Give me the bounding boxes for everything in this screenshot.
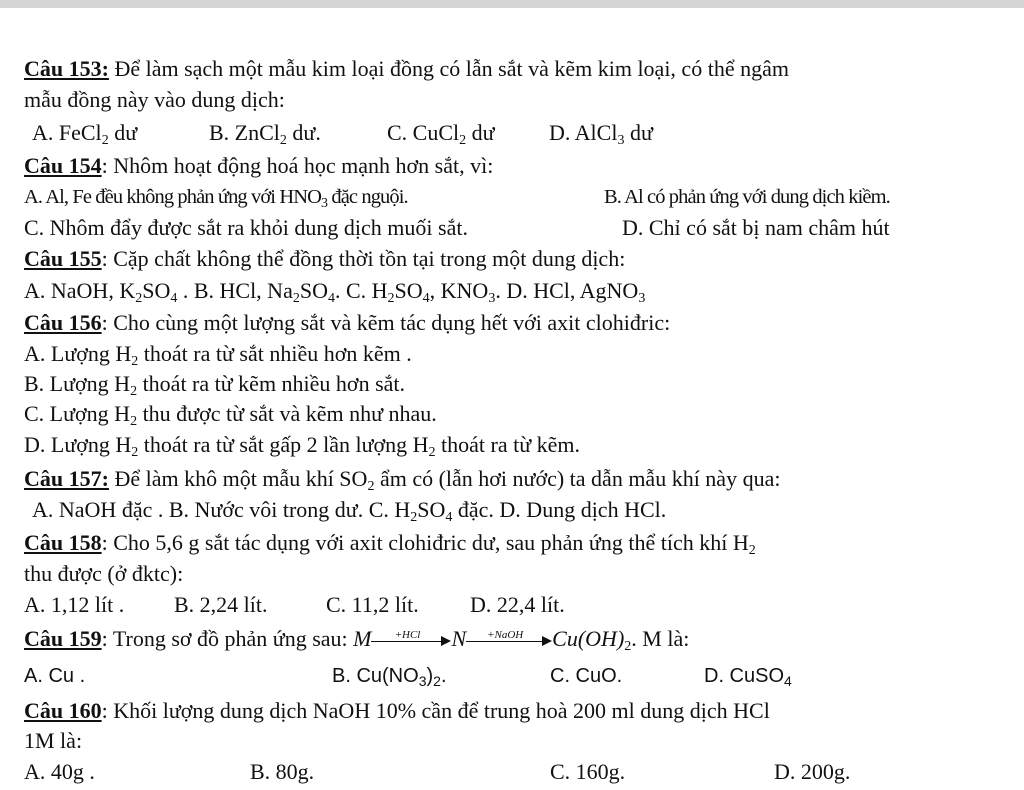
- q158-option-b[interactable]: B. 2,24 lít.: [174, 592, 268, 617]
- q156-option-b[interactable]: B. Lượng $H_2$ thoát ra từ kẽm nhiều hơn sắt.: [24, 371, 406, 399]
- q158-heading: Câu 158: [24, 530, 102, 555]
- q153-line-2: [24, 87, 285, 113]
- reaction-arrow-naoh: +NaOH: [466, 631, 552, 651]
- q154-option-c[interactable]: C. Nhôm đẩy được sắt ra khỏi dung dịch muối sắt.: [24, 215, 468, 240]
- q158-line-1: Câu 158: Cho 5,6 g sắt tác dụng với axit clohiđric dư, sau phản ứng thể tích khí $H_2$: [24, 530, 756, 558]
- q153-text: Để làm sạch một mẫu kim loại đồng có lẫn sắt và kẽm kim loại, có thể ngâm: [108, 56, 789, 81]
- q156-heading: Câu 156: [24, 310, 102, 335]
- q160-line-1: Câu 160: Khối lượng dung dịch NaOH 10% cần để trung hoà 200 ml dung dịch HCl: [24, 698, 770, 723]
- q159-line-1: Câu 159: Trong sơ đồ phản ứng sau: M +HCl N +NaOH $Cu(OH)_2$. M là:: [24, 626, 690, 654]
- q160-heading: Câu 160: [24, 698, 102, 723]
- q157-options[interactable]: A. NaOH đặc . B. Nước vôi trong dư. C. $H_2SO_4$ đặc. D. Dung dịch HCl.: [32, 497, 667, 525]
- q156-option-a[interactable]: A. Lượng $H_2$ thoát ra từ sắt nhiều hơn kẽm .: [24, 341, 412, 369]
- q156-option-c[interactable]: C. Lượng $H_2$ thu được từ sắt và kẽm như nhau.: [24, 401, 437, 429]
- q160-option-a[interactable]: A. 40g .: [24, 759, 95, 784]
- q155-option-b[interactable]: B. HCl, $Na_2SO_4$.: [193, 278, 346, 306]
- q155-options: [24, 278, 645, 304]
- q159-option-c[interactable]: C. CuO.: [550, 665, 623, 687]
- q155-line-1: Câu 155: Cặp chất không thể đồng thời tồn tại trong một dung dịch:: [24, 246, 626, 271]
- q154-option-d[interactable]: D. Chỉ có sắt bị nam châm hút: [622, 215, 890, 240]
- q155-option-a[interactable]: A. NaOH, $K_2SO_4$ .: [24, 278, 194, 306]
- q158-option-c[interactable]: C. 11,2 lít.: [326, 592, 419, 617]
- q160-option-c[interactable]: C. 160g.: [550, 759, 626, 784]
- q154-line-1: Câu 154: Nhôm hoạt động hoá học mạnh hơn sắt, vì:: [24, 153, 494, 178]
- q153-text-2: mẫu đồng này vào dung dịch:: [24, 87, 285, 112]
- q154-heading: Câu 154: [24, 153, 102, 178]
- q153-option-b[interactable]: B. ZnCl$_2$ dư.: [209, 120, 321, 148]
- reaction-arrow-hcl: +HCl: [371, 631, 451, 651]
- q155-heading: Câu 155: [24, 246, 102, 271]
- q160-line-2: 1M là:: [24, 728, 83, 753]
- q153-option-d[interactable]: D. AlCl$_3$ dư: [549, 120, 653, 148]
- reactant-m: M: [353, 626, 372, 651]
- q160-option-b[interactable]: B. 80g.: [250, 759, 315, 784]
- q158-option-d[interactable]: D. 22,4 lít.: [470, 592, 565, 617]
- q156-line-1: Câu 156: Cho cùng một lượng sắt và kẽm tác dụng hết với axit clohiđric:: [24, 310, 671, 335]
- q159-option-d[interactable]: D. CuSO$_4$: [704, 665, 792, 689]
- q156-option-d[interactable]: D. Lượng $H_2$ thoát ra từ sắt gấp 2 lần lượng $H_2$ thoát ra từ kẽm.: [24, 432, 581, 460]
- q153-heading: Câu 153:: [24, 56, 109, 81]
- q158-option-a[interactable]: A. 1,12 lít .: [24, 592, 125, 617]
- top-border: [0, 0, 1024, 8]
- q159-option-a[interactable]: A. Cu .: [24, 665, 86, 687]
- q155-option-d[interactable]: D. HCl, AgNO$_3$: [506, 278, 646, 306]
- q159-option-b[interactable]: B. $Cu(NO_3)_2$.: [332, 665, 447, 689]
- product-cu-oh: Cu(OH): [552, 626, 625, 651]
- intermediate-n: N: [451, 626, 467, 651]
- q154-option-b[interactable]: B. Al có phản ứng với dung dịch kiềm.: [604, 186, 890, 208]
- q157-heading: Câu 157:: [24, 466, 109, 491]
- q155-option-c[interactable]: C. $H_2SO_4$, $KNO_3$.: [345, 278, 507, 306]
- q160-option-d[interactable]: D. 200g.: [774, 759, 851, 784]
- q159-heading: Câu 159: [24, 626, 102, 651]
- q153-line-1: [24, 56, 789, 82]
- q158-line-2: thu được (ở đktc):: [24, 561, 184, 586]
- q153-option-c[interactable]: C. CuCl$_2$ dư: [387, 120, 495, 148]
- q153-option-a[interactable]: A. FeCl$_2$ dư: [32, 120, 138, 148]
- q154-option-a[interactable]: A. Al, Fe đều không phản ứng với $HNO_3$ đặc nguội.: [24, 186, 408, 211]
- q157-line-1: Câu 157: Để làm khô một mẫu khí $SO_2$ ẩm có (lẫn hơi nước) ta dẫn mẫu khí này qua:: [24, 466, 781, 494]
